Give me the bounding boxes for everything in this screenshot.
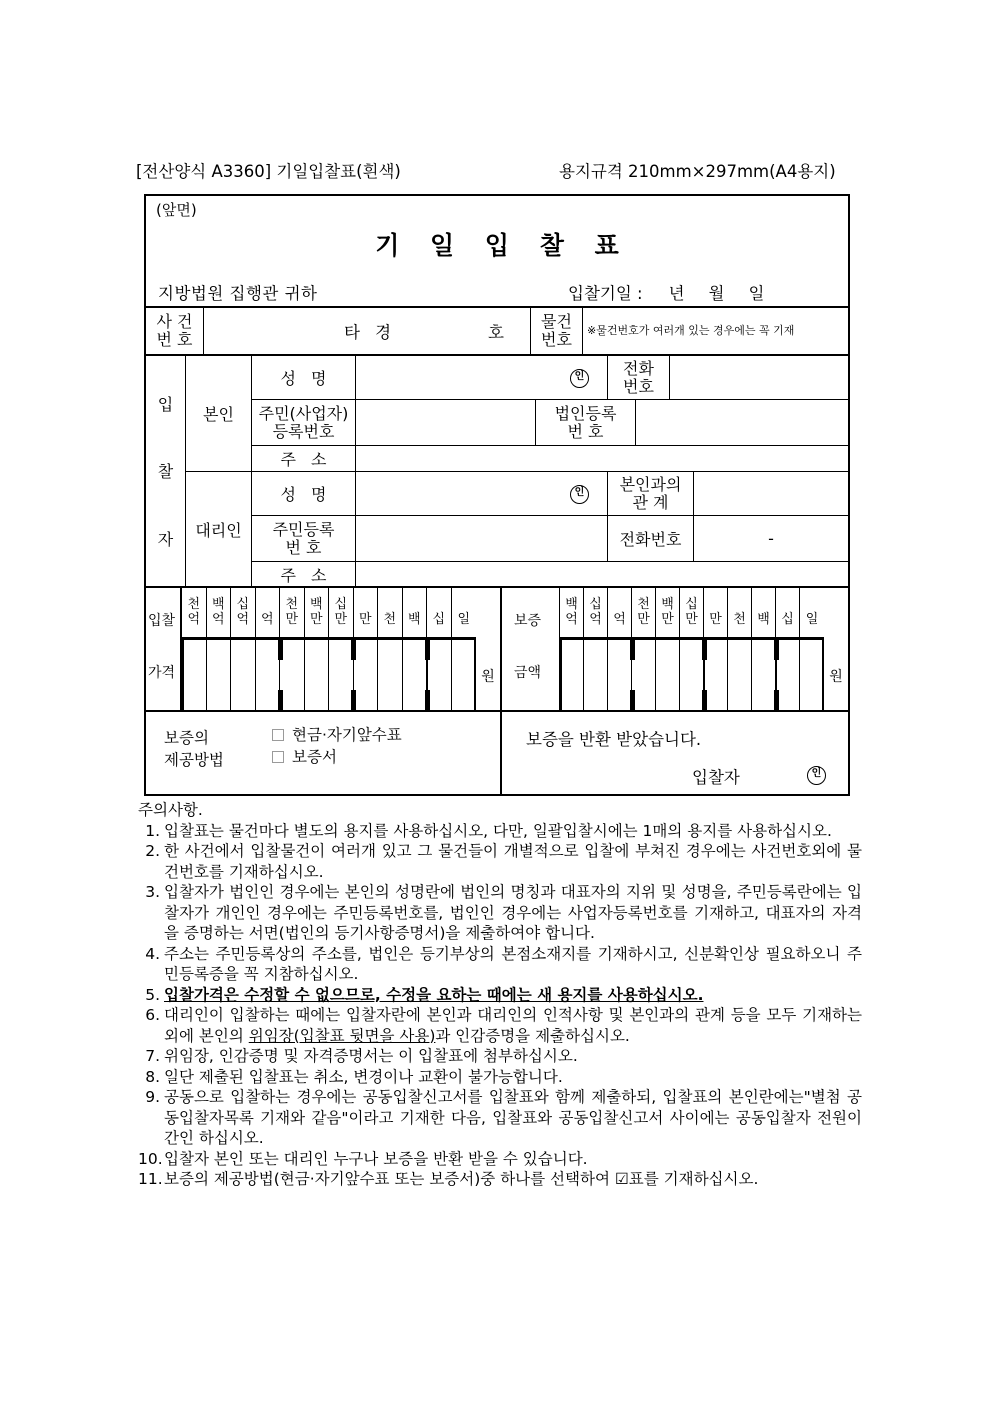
corp-registration-input[interactable] [636,400,848,446]
notes-heading: 주의사항. [138,801,203,819]
digit-column-header-bottom: 백 [757,611,770,627]
digit-input-cell[interactable] [256,638,281,712]
deposit-method-block [146,712,502,794]
digit-column-header-bottom: 백 [407,611,421,627]
digit-input-cell[interactable] [560,638,584,712]
digit-input-cell[interactable] [354,638,379,712]
digit-input-cell[interactable] [704,638,728,712]
agent-resident-label-line2: 번 호 [285,537,322,557]
note-text: 주소는 주민등록상의 주소를, 법인은 등기부상의 본점소재지를 기재하시고, 신분확인상 필요하오니 주민등록증을 꼭 지참하십시오. [164,944,862,983]
digit-column-header-top: 백 [211,596,225,612]
principal-phone-label [608,356,670,400]
agent-name-label: 성 명 [252,472,356,516]
seal-icon: 인 [807,766,826,785]
court-row [146,278,848,308]
digit-column-header [452,588,477,638]
digit-column-header [305,588,330,638]
case-number-input[interactable] [204,308,531,356]
digit-input-cell[interactable] [182,638,207,712]
digit-input-cell[interactable] [329,638,354,712]
digit-column-header-top: 천 [187,596,201,612]
deposit-row-label [502,588,560,712]
principal-address-label: 주 소 [252,446,356,472]
digit-separator-mark [351,640,356,660]
digit-separator-mark [351,690,356,710]
digit-column-header [584,588,608,638]
digit-separator-line [775,640,778,710]
digit-column-header-top [462,598,466,613]
principal-resident-label-line2: 등록번호 [272,421,335,441]
principal-resident-input[interactable] [356,400,536,446]
deposit-method-option-cash[interactable] [272,724,402,746]
digit-column-header-top [737,598,741,613]
digit-column-header [728,588,752,638]
principal-phone-input[interactable] [670,356,848,400]
digit-column-header [256,588,281,638]
digit-column-header-bottom: 억 [589,611,602,627]
digit-column-header [800,588,824,638]
digit-column-header [427,588,452,638]
agent-phone-input[interactable] [694,516,848,562]
agent-phone-label-text: 전화번호 [619,530,682,549]
page-title: 기 일 입 찰 표 [375,231,630,260]
note-item [138,1067,862,1088]
form-meta-line [136,160,858,184]
digit-column-header-bottom: 억 [187,611,201,627]
digit-column-header-top: 백 [565,596,578,612]
note-text: 한 사건에서 입찰물건이 여러개 있고 그 물건들이 개별적으로 입찰에 부쳐진 경우에는 사건번호외에 물건번호를 기재하십시오. [164,842,862,881]
note-item [138,1087,862,1149]
deposit-method-option-cash-label: 현금·자기앞수표 [292,726,402,744]
digit-input-cell[interactable] [632,638,656,712]
digit-input-cell[interactable] [776,638,800,712]
digit-column-header-top: 십 [685,596,698,612]
bid-date-year: 년 [668,284,685,303]
deposit-method-label-line2: 제공방법 [164,751,224,769]
court-label: 지방법원 집행관 귀하 [158,284,318,303]
agent-label-text: 대리인 [195,520,242,540]
digit-column-header-top [713,598,717,613]
note-number: 1. [145,821,160,840]
note-item [138,944,862,985]
corp-registration-label-line1: 법인등록 [554,403,617,423]
digit-column-header [752,588,776,638]
item-number-label [531,308,583,356]
bidder-label-vertical: 입 찰 자 [157,395,174,549]
deposit-row-label-line2: 금액 [514,665,542,681]
agent-resident-label-line1: 주민등록 [272,519,335,539]
note-text: 보증의 제공방법(현금·자기앞수표 또는 보증서)중 하나를 선택하여 ☑표를 기재하십시오. [164,1170,759,1188]
note-number: 6. [145,1006,160,1024]
note-number: 9. [145,1088,160,1106]
digit-column-header-top [617,598,621,613]
bid-date-label: 입찰기일 : [568,284,643,303]
principal-label-text: 본인 [203,405,234,424]
paper-spec: 용지규격 210mm×297mm(A4용지) [559,162,836,181]
note-number: 4. [145,944,160,963]
deposit-return-signer: 입찰자 [692,768,740,787]
digit-column-header [680,588,704,638]
item-number-label-line2: 번호 [541,330,572,349]
digit-column-header [280,588,305,638]
digit-column-header [656,588,680,638]
deposit-method-option-guarantee-label: 보증서 [292,748,337,766]
digit-column-header-bottom: 만 [285,611,299,627]
note-text: 위임장, 인감증명 및 자격증명서는 이 입찰표에 첨부하십시오. [164,1047,578,1065]
bid-form-box [144,194,850,796]
digit-input-cell[interactable] [378,638,403,712]
digit-column-header [632,588,656,638]
note-item [138,985,862,1006]
digit-input-cell[interactable] [800,638,824,712]
form-code: [전산양식 A3360] 기일입찰표(흰색) [136,162,401,181]
note-text: 공동으로 입찰하는 경우에는 공동입찰신고서를 입찰표와 함께 제출하되, 입찰표의 본인란에는"별첨 공동입찰자목록 기재와 같음"이라고 기재한 다음, 입찰표와 공동입찰신고서 사이에는 공동입찰자 전원이 간인 하십시오. [164,1088,862,1147]
item-number-note: ※물건번호가 여러개 있는 경우에는 꼭 기재 [587,324,795,338]
deposit-amount-grid[interactable] [560,588,824,712]
digit-column-header-top [388,598,392,613]
digit-column-header-top [363,598,367,613]
digit-column-header-bottom: 일 [457,611,471,627]
digit-input-cell[interactable] [608,638,632,712]
digit-column-header-bottom: 십 [781,611,794,627]
price-row-label-line1: 입찰 [148,613,176,629]
deposit-method-label-line1: 보증의 [164,729,209,747]
agent-name-input[interactable] [356,472,608,516]
digit-column-header-bottom: 천 [383,611,397,627]
digit-column-header-bottom: 만 [709,611,722,627]
digit-column-header-bottom: 억 [211,611,225,627]
note-text: 입찰자 본인 또는 대리인 누구나 보증을 반환 받을 수 있습니다. [164,1149,588,1168]
digit-column-header [231,588,256,638]
digit-separator-mark [630,690,635,710]
digit-input-cell[interactable] [452,638,477,712]
bidder-label [146,356,186,588]
agent-resident-label [252,516,356,562]
digit-column-header [560,588,584,638]
deposit-row-label-line1: 보증 [514,613,542,629]
digit-separator-mark [630,640,635,660]
digit-separator-mark [278,690,283,710]
deposit-unit-text: 원 [829,669,843,685]
note-item [138,821,862,842]
price-row-label-line2: 가격 [148,665,176,681]
digit-column-header-top [412,598,416,613]
item-number-label-line1: 물건 [541,312,572,332]
note-item [138,1005,862,1046]
note-number: 7. [145,1047,160,1065]
digit-column-header-top [265,598,269,613]
note-item [138,1046,862,1067]
digit-separator-line [703,640,706,710]
note-text: 입찰가격은 수정할 수 없으므로, 수정을 요하는 때에는 새 용지를 사용하십시오. [164,985,704,1004]
seal-icon: 인 [570,485,589,504]
digit-input-cell[interactable] [231,638,256,712]
checkbox-icon[interactable] [272,751,284,763]
digit-input-cell[interactable] [207,638,232,712]
digit-column-header-bottom: 억 [236,611,250,627]
digit-column-header-top [785,598,789,613]
note-text: 입찰자가 법인인 경우에는 본인의 성명란에 법인의 명칭과 대표자의 지위 및 성명을, 주민등록란에는 입찰자가 개인인 경우에는 주민등록번호를, 법인인 경우에는 사업자등록번호를 기재하고, 대표자의 자격을 증명하는 서면(법인의 등기사항증명서)을 제출하여야 합니다. [164,883,862,942]
digit-column-header-top: 십 [589,596,602,612]
checkbox-icon[interactable] [272,729,284,741]
notes-section [138,800,862,1190]
digit-column-header-bottom: 만 [661,611,674,627]
note-text: 일단 제출된 입찰표는 취소, 변경이나 교환이 불가능합니다. [164,1067,563,1086]
price-unit [476,588,502,712]
deposit-method-option-guarantee[interactable] [272,746,402,768]
bid-date-row [568,280,764,304]
digit-input-cell[interactable] [280,638,305,712]
principal-resident-label [252,400,356,446]
bid-price-grid[interactable] [182,588,476,712]
digit-column-header-top: 백 [309,596,323,612]
principal-label [186,356,252,472]
principal-address-input[interactable] [356,446,848,472]
digit-column-header-bottom: 천 [733,611,746,627]
principal-name-label: 성 명 [252,356,356,400]
case-number-label [146,308,204,356]
digit-column-header [354,588,379,638]
digit-column-header [207,588,232,638]
bid-date-month: 월 [708,284,725,303]
principal-phone-label-line1: 전화 [623,358,654,378]
note-number: 2. [145,842,160,860]
digit-separator-line [426,640,429,710]
deposit-return-block [502,712,848,794]
digit-column-header-top: 천 [637,596,650,612]
agent-label [186,472,252,588]
agent-phone-label [608,516,694,562]
digit-column-header [378,588,403,638]
corp-registration-label-line2: 번 호 [567,421,604,441]
digit-column-header-bottom: 십 [432,611,446,627]
digit-column-header-bottom: 만 [685,611,698,627]
digit-column-header-top: 십 [236,596,250,612]
note-text: 입찰표는 물건마다 별도의 용지를 사용하십시오, 다만, 일괄입찰시에는 1매의 용지를 사용하십시오. [164,821,832,840]
corp-registration-label [536,400,636,446]
note-item [138,841,862,882]
agent-phone-value: - [768,529,774,548]
note-number: 5. [145,985,160,1004]
digit-column-header-top: 천 [285,596,299,612]
digit-column-header [182,588,207,638]
case-number-unit: 호 [488,323,504,342]
digit-column-header [776,588,800,638]
digit-column-header-bottom: 억 [565,611,578,627]
digit-column-header-top [810,598,814,613]
digit-input-cell[interactable] [752,638,776,712]
digit-column-header-bottom: 일 [805,611,819,627]
item-number-input[interactable] [583,308,848,356]
principal-phone-label-line2: 번호 [623,376,654,396]
agent-relation-label-line2: 관 계 [632,492,669,512]
digit-input-cell[interactable] [584,638,608,712]
digit-column-header-bottom: 억 [613,611,626,627]
digit-input-cell[interactable] [728,638,752,712]
note-emphasis: 위임장(입찰표 뒷면을 사용) [248,1026,436,1045]
agent-address-label: 주 소 [252,562,356,588]
note-number: 11. [138,1170,163,1188]
digit-column-header-bottom: 만 [637,611,650,627]
principal-name-input[interactable] [356,356,608,400]
digit-column-header-bottom: 억 [260,611,274,627]
agent-relation-label-line1: 본인과의 [619,474,682,494]
notes-list [138,821,862,1190]
case-number-label-line1: 사 건 [156,312,193,332]
agent-relation-input[interactable] [694,472,848,516]
digit-input-cell[interactable] [305,638,330,712]
agent-relation-label [608,472,694,516]
digit-input-cell[interactable] [403,638,428,712]
digit-column-header-top [761,598,765,613]
agent-resident-input[interactable] [356,516,608,562]
case-number-value: 타 경 [344,323,397,342]
note-number: 3. [145,883,160,901]
note-text: 대리인이 입찰하는 때에는 입찰자란에 본인과 대리인의 인적사항 및 본인과의 관계 등을 모두 기재하는 외에 본인의 위임장(입찰표 뒷면을 사용)과 인감증명을 제출하십시오. [164,1006,862,1045]
digit-column-header-bottom: 만 [358,611,372,627]
agent-address-input[interactable] [356,562,848,588]
deposit-return-text: 보증을 반환 받았습니다. [526,730,702,749]
digit-column-header [403,588,428,638]
note-item [138,1149,862,1170]
price-row-label [146,588,182,712]
deposit-unit [824,588,848,712]
digit-input-cell[interactable] [680,638,704,712]
case-number-label-line2: 번 호 [156,330,193,349]
digit-column-header [704,588,728,638]
note-number: 8. [145,1067,160,1086]
digit-column-header-bottom: 만 [309,611,323,627]
side-tag: (앞면) [156,201,197,219]
digit-column-header-top: 십 [334,596,348,612]
digit-input-cell[interactable] [656,638,680,712]
digit-column-header [608,588,632,638]
price-unit-text: 원 [481,669,495,685]
note-item [138,1169,862,1190]
digit-input-cell[interactable] [427,638,452,712]
seal-icon: 인 [570,369,589,388]
digit-column-header-top: 백 [661,596,674,612]
note-item [138,882,862,944]
principal-resident-label-line1: 주민(사업자) [258,403,349,423]
digit-column-header [329,588,354,638]
digit-column-header-bottom: 만 [334,611,348,627]
note-number: 10. [138,1149,163,1168]
digit-separator-mark [278,640,283,660]
digit-column-header-top [437,598,441,613]
bid-date-day: 일 [748,284,765,303]
